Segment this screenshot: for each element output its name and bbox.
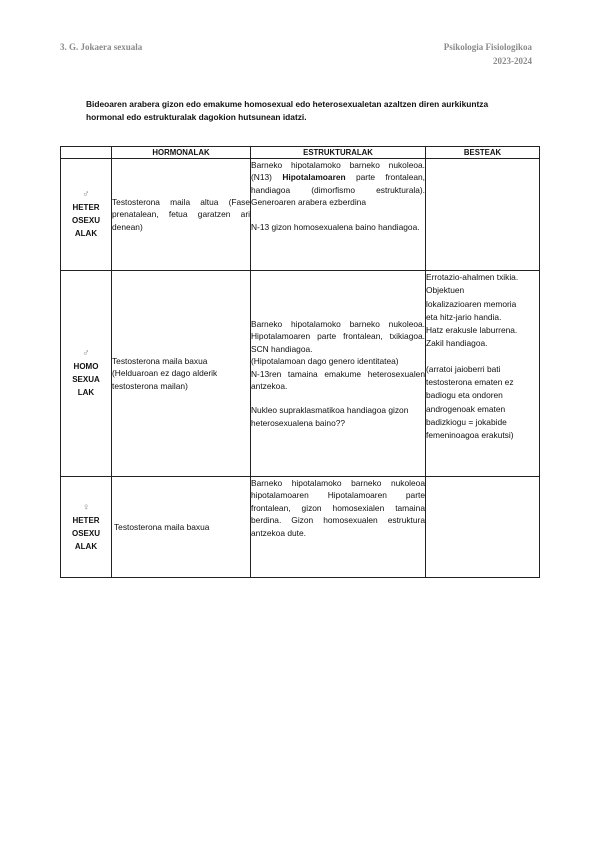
row-label-cell <box>61 271 112 477</box>
other-cell <box>426 159 540 271</box>
school-year: 2023-2024 <box>493 56 532 66</box>
hormonal-cell: Testosterona maila baxua (Helduaroan ez dago alderik testosterona mailan) <box>112 271 251 477</box>
male-symbol-icon: ♂ <box>82 189 90 200</box>
table-row <box>61 159 540 271</box>
table-row <box>61 477 540 578</box>
header-left: 3. G. Jokaera sexuala <box>60 42 143 52</box>
column-header-hormonal: HORMONALAK <box>112 147 251 159</box>
structural-text: Barneko hipotalamoko barneko nukoleoa. Hipotalamoaren parte frontalean, txikiagoa. SCN handiagoa. <box>251 318 425 354</box>
other-note-line: testosterona ematen ez <box>426 377 514 388</box>
row-label-line: OSEXU <box>71 216 100 225</box>
row-label-line: OSEXU <box>71 528 100 538</box>
header-right <box>444 40 532 68</box>
structural-highlight: Hipotalamoaren <box>282 172 346 183</box>
structural-text: (Hipotalamoan dago genero identitatea) <box>251 356 399 367</box>
male-symbol-icon: ♂ <box>82 348 90 359</box>
structural-cell <box>251 271 426 477</box>
other-cell <box>426 477 540 578</box>
findings-table <box>60 146 540 578</box>
column-header-structural: ESTRUKTURALAK <box>251 147 426 159</box>
structural-text: parte frontalean, handiagoa (dimorfismo estrukturala). Generoaren arabera ezberdina <box>251 172 425 208</box>
other-line: eta hitz-jario handia. <box>426 311 502 322</box>
structural-text: Barneko hipotalamoko barneko nukoleoa. (N13) <box>251 160 425 183</box>
row-label-cell <box>61 477 112 578</box>
table-header-row <box>61 147 540 159</box>
row-label-line: HETER <box>72 203 100 212</box>
hormonal-cell: Testosterona maila altua (Fase prenatalean, fetua garatzen ari denean) <box>112 159 251 271</box>
other-note-line: badizkiogu = jokabide <box>426 416 507 427</box>
other-line: Zakil handiagoa. <box>426 338 488 349</box>
row-label-cell <box>61 159 112 271</box>
other-note-line: androgenoak ematen <box>426 403 506 414</box>
row-label-line: HOMO <box>73 362 99 371</box>
other-line: Objektuen <box>426 285 465 296</box>
row-label-line: HETER <box>72 515 100 525</box>
course-title: Psikologia Fisiologikoa <box>443 42 532 52</box>
row-label-line: LAK <box>77 388 95 397</box>
structural-cell <box>251 159 426 271</box>
other-line: Errotazio-ahalmen txikia. <box>426 272 519 282</box>
structural-text: N-13ren tamaina emakume heterosexualen antzekoa. <box>251 368 425 391</box>
structural-note: N-13 gizon homosexualena baino handiagoa. <box>251 221 420 232</box>
other-note-line: badiogu eta ondoren <box>426 390 503 401</box>
row-label-line: SEXUA <box>72 375 100 384</box>
structural-question: Nukleo supraklasmatikoa handiagoa gizon heterosexualena baino?? <box>251 405 409 428</box>
column-header-other: BESTEAK <box>426 147 540 159</box>
other-note-line: femeninoagoa erakutsi) <box>426 430 514 441</box>
hormonal-cell: Testosterona maila baxua <box>112 477 251 578</box>
row-label-line: ALAK <box>74 541 98 551</box>
other-cell <box>426 271 540 477</box>
other-line: Hatz erakusle laburrena. <box>426 325 518 336</box>
structural-cell: Barneko hipotalamoko barneko nukoleoa hipotalamoaren Hipotalamoaren parte frontalean, gizon homosexialen tamaina berdina. Gizon homosexualen estruktura antzekoa dute. <box>251 477 426 578</box>
row-label-line: ALAK <box>74 229 98 238</box>
other-line: lokalizazioaren memoria <box>426 298 517 309</box>
table-row <box>61 271 540 477</box>
female-symbol-icon: ♀ <box>82 501 90 513</box>
instructions: Bideoaren arabera gizon edo emakume homosexual edo heterosexualetan azaltzen diren aurkikuntza hormonal edo estrukturalak dagokion hutsunean idatzi. <box>86 99 489 122</box>
other-note-line: (arratoi jaioberri bati <box>426 363 501 374</box>
column-header-empty <box>61 147 112 159</box>
